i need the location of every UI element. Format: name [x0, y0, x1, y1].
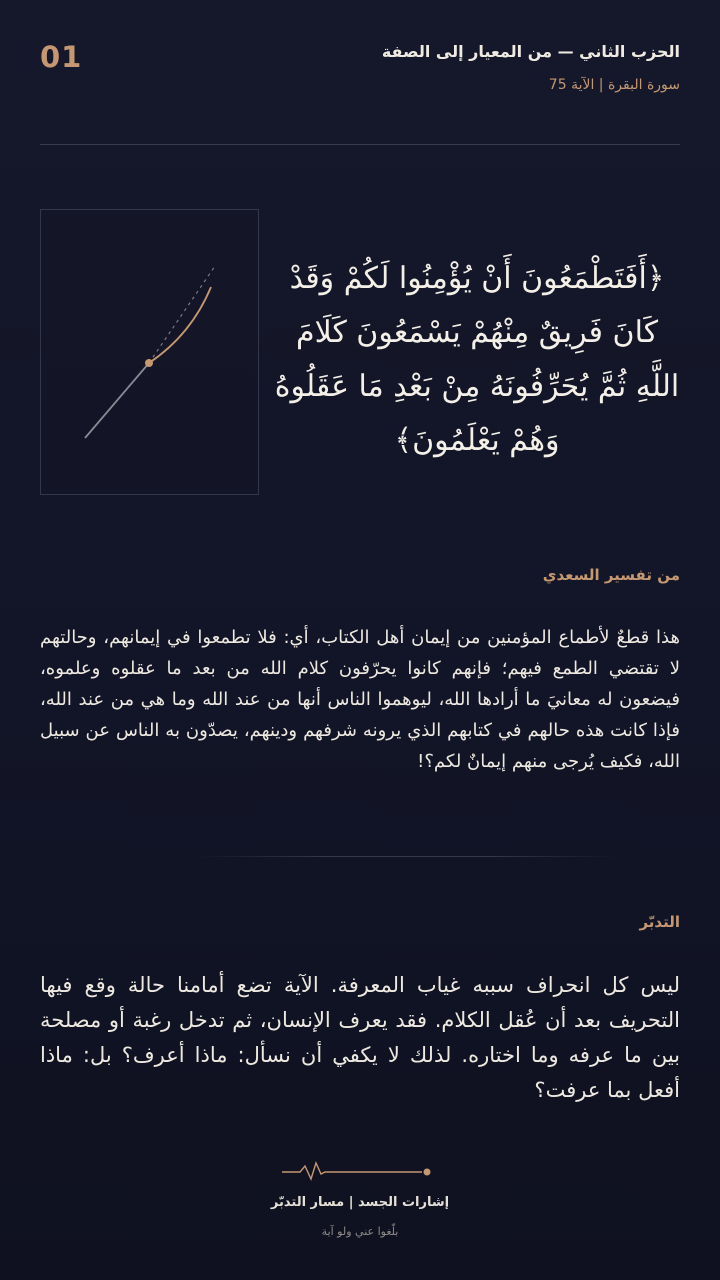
deviation-curve-icon: [40, 209, 259, 495]
reflection-text: ليس كل انحراف سببه غياب المعرفة. الآية تضع أمامنا حالة وقع فيها التحريف بعد أن عُقل الكلام. فقد يعرف الإنسان، ثم تدخل رغبة أو مصلحة بين ما عرفه وما اختاره. لذلك لا يكفي أن نسأل: ماذا أعرف؟ بل: ماذا أفعل بما عرفت؟: [40, 973, 680, 1102]
surah-reference: سورة البقرة | الآية 75: [548, 77, 680, 93]
heartbeat-line-icon: [270, 1160, 440, 1184]
header-title: الحزب الثاني — من المعيار إلى الصفة: [381, 42, 680, 61]
footer-subtitle: بلّغوا عني ولو آية: [321, 1225, 399, 1238]
footer-title: إشارات الجسد | مسار التدبّر: [270, 1195, 450, 1210]
tafsir-text: هذا قطعٌ لأطماع المؤمنين من إيمان أهل الكتاب، أي: فلا تطمعوا في إيمانهم، وحالتهم لا تقتضي الطمع فيهم؛ فإنهم كانوا يحرّفون كلام الله من بعد ما عقلوه وعلموه، فيضعون له معانيَ ما أرادها الله، ليوهموا الناس أنها من عند الله وما هي من عند الله، فإذا كانت هذه حالهم في كتابهم الذي يرونه شرفهم ودينهم، يصدّون به الناس عن سبيل الله، فكيف يُرجى منهم إيمانٌ لكم؟!: [40, 627, 680, 772]
section-divider: [195, 856, 620, 857]
page-number: 01: [40, 40, 83, 74]
reflection-label: التدبّر: [639, 913, 680, 931]
quran-verse: ﴿أَفَتَطْمَعُونَ أَنْ يُؤْمِنُوا لَكُمْ وَقَدْ كَانَ فَرِيقٌ مِنْهُمْ يَسْمَعُونَ كَلَامَ اللَّهِ ثُمَّ يُحَرِّفُونَهُ مِنْ بَعْدِ مَا عَقَلُوهُ وَهُمْ يَعْلَمُونَ﴾: [274, 261, 680, 458]
header-divider: [40, 144, 680, 145]
tafsir-label: من تفسير السعدي: [542, 566, 680, 584]
header: [40, 36, 680, 106]
